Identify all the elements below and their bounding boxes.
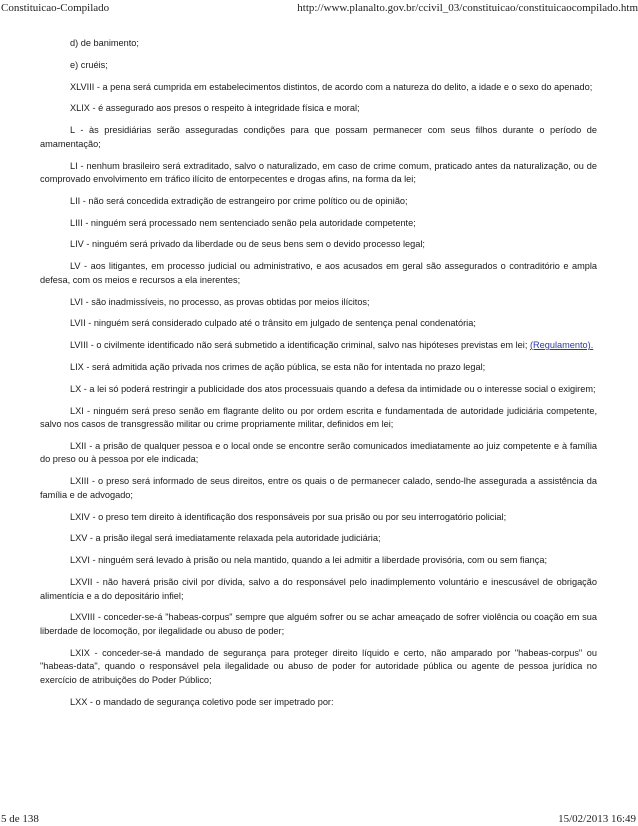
document-title: Constituicao-Compilado	[1, 2, 110, 14]
paragraph-liii: LIII - ninguém será processado nem sentenciado senão pela autoridade competente;	[70, 217, 416, 228]
paragraph-lviii-text: LVIII - o civilmente identificado não será submetido a identificação criminal, salvo nas hipóteses previstas em lei;	[70, 340, 528, 351]
paragraph-lv: LV - aos litigantes, em processo judicial ou administrativo, e aos acusados em geral são assegurados o contraditório e ampla defesa, com os meios e recursos a ela inerentes;	[40, 261, 597, 285]
print-footer	[0, 810, 638, 826]
print-datetime: 15/02/2013 16:49	[558, 813, 636, 825]
paragraph-xlix: XLIX - é assegurado aos presos o respeito à integridade física e moral;	[70, 103, 360, 114]
print-header	[0, 0, 638, 14]
paragraph-lxvii: LXVII - não haverá prisão civil por dívida, salvo a do responsável pelo inadimplemento voluntário e inescusável de obrigação alimentícia e a do depositário infiel;	[40, 576, 597, 601]
paragraph-lix: LIX - será admitida ação privada nos crimes de ação pública, se esta não for intentada no prazo legal;	[70, 361, 486, 372]
paragraph-lxix: LXIX - conceder-se-á mandado de segurança para proteger direito líquido e certo, não amparado por "habeas-corpus" ou "habeas-data", quando o responsável pela ilegalidade ou abuso de poder for autoridade pública ou agente de pessoa jurídica no exercício de atribuições do Poder Público;	[40, 647, 597, 685]
paragraph-liv: LIV - ninguém será privado da liberdade ou de seus bens sem o devido processo legal;	[70, 239, 425, 250]
paragraph-lvi: LVI - são inadmissíveis, no processo, as provas obtidas por meios ilícitos;	[70, 296, 370, 307]
paragraph-lxiv: LXIV - o preso tem direito à identificação dos responsáveis por sua prisão ou por seu interrogatório policial;	[70, 511, 507, 522]
paragraph-lxviii: LXVIII - conceder-se-á "habeas-corpus" sempre que alguém sofrer ou se achar ameaçado de sofrer violência ou coação em sua liberdade de locomoção, por ilegalidade ou abuso de poder;	[40, 612, 597, 636]
paragraph-lx: LX - a lei só poderá restringir a publicidade dos atos processuais quando a defesa da intimidade ou o interesse social o exigirem;	[70, 383, 596, 394]
paragraph-lxv: LXV - a prisão ilegal será imediatamente relaxada pela autoridade judiciária;	[70, 533, 381, 544]
paragraph-lvii: LVII - ninguém será considerado culpado até o trânsito em julgado de sentença penal condenatória;	[70, 318, 476, 329]
paragraph-l: L - às presidiárias serão asseguradas condições para que possam permanecer com seus filhos durante o período de amamentação;	[40, 125, 597, 149]
page-number: 5 de 138	[1, 813, 39, 825]
paragraph-lxvi: LXVI - ninguém será levado à prisão ou nela mantido, quando a lei admitir a liberdade provisória, com ou sem fiança;	[70, 555, 547, 566]
paragraph-lxii: LXII - a prisão de qualquer pessoa e o local onde se encontre serão comunicados imediatamente ao juiz competente e à família do preso ou à pessoa por ele indicada;	[40, 440, 597, 465]
paragraph-xlviii: XLVIII - a pena será cumprida em estabelecimentos distintos, de acordo com a natureza do delito, a idade e o sexo do apenado;	[70, 81, 593, 92]
paragraph-li: LI - nenhum brasileiro será extraditado, salvo o naturalizado, em caso de crime comum, praticado antes da naturalização, ou de comprovado envolvimento em tráfico ilícito de entorpecentes e drogas afins, na forma da lei;	[40, 160, 597, 185]
paragraph-lxi: LXI - ninguém será preso senão em flagrante delito ou por ordem escrita e fundamentada de autoridade judiciária competente, salvo nos casos de transgressão militar ou crime propriamente militar, definidos em lei;	[40, 405, 597, 430]
source-url: http://www.planalto.gov.br/ccivil_03/constituicao/constituicaocompilado.htm	[297, 2, 638, 14]
paragraph-item-d: d) de banimento;	[70, 38, 139, 48]
paragraph-lxx: LXX - o mandado de segurança coletivo pode ser impetrado por:	[70, 696, 334, 707]
paragraph-lii: LII - não será concedida extradição de estrangeiro por crime político ou de opinião;	[70, 195, 408, 206]
paragraph-lxiii: LXIII - o preso será informado de seus direitos, entre os quais o de permanecer calado, sendo-lhe assegurada a assistência da família e de advogado;	[40, 476, 597, 500]
paragraph-lviii	[40, 339, 597, 353]
regulamento-link[interactable]: (Regulamento).	[529, 340, 594, 351]
paragraph-item-e: e) cruéis;	[70, 59, 108, 70]
document-body	[40, 37, 597, 717]
